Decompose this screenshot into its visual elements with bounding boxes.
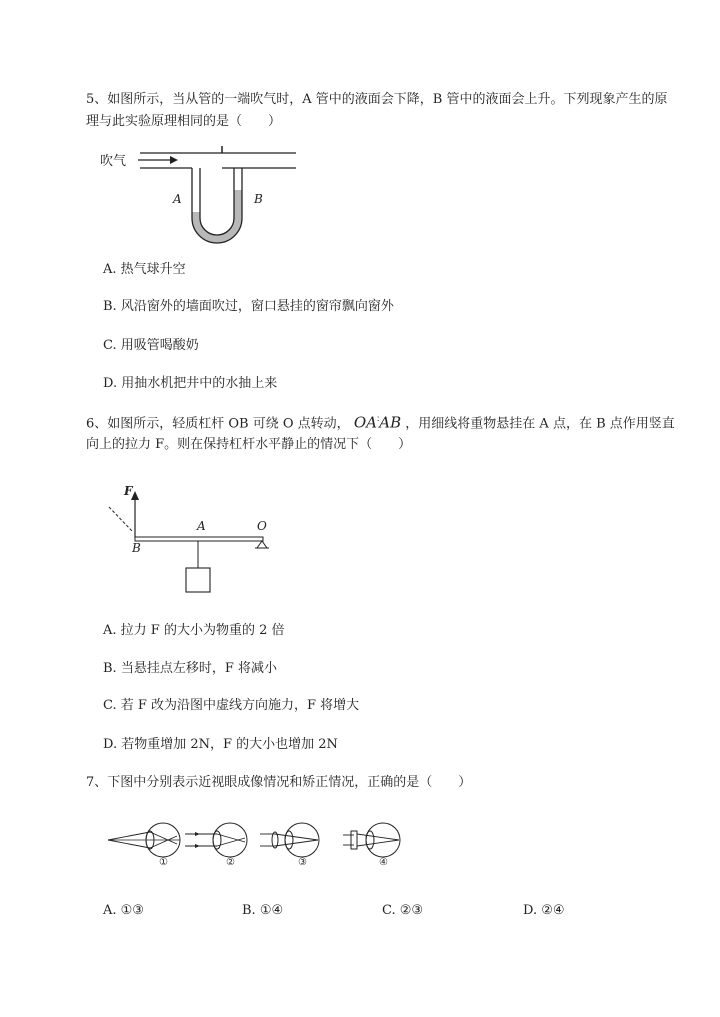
q5-stem-line2: 理与此实验原理相同的是（ ） (86, 114, 282, 129)
q7-eye-figures (105, 820, 425, 872)
eye-label-4: ④ (379, 857, 388, 868)
q6-stem-line1 (86, 410, 682, 434)
eye-label-3: ③ (298, 857, 307, 868)
u-tube-inner (200, 168, 234, 235)
eye-label-1: ① (159, 857, 168, 868)
pivot (257, 541, 267, 548)
q5-option-b: B. 风沿窗外的墙面吹过，窗口悬挂的窗帘飘向窗外 (103, 299, 394, 314)
eye-diagram-3 (260, 823, 319, 857)
q6-option-a: A. 拉力 F 的大小为物重的 2 倍 (103, 623, 285, 638)
label-b: B (254, 192, 263, 206)
label-b-lever: B (132, 541, 141, 555)
eye-label-2: ② (226, 857, 235, 868)
eye-diagram-1 (108, 823, 180, 857)
q7-stem-line1: 7、下图中分别表示近视眼成像情况和矫正情况，正确的是（ ） (86, 775, 472, 790)
q6-option-d: D. 若物重增加 2N，F 的大小也增加 2N (103, 737, 338, 752)
q5-option-c: C. 用吸管喝酸奶 (103, 338, 199, 353)
lever-bar (135, 537, 263, 541)
weight (186, 568, 210, 592)
eye-diagram-2 (185, 823, 247, 857)
blow-arrow-head (170, 156, 178, 164)
eye-diagram-4 (343, 823, 400, 857)
q7-option-b: B. ①④ (242, 903, 284, 918)
q6-lever-figure (100, 480, 280, 605)
label-o: O (257, 519, 267, 533)
q6-stem-prefix: 6、如图所示，轻质杠杆 OB 可绕 O 点转动， (86, 416, 350, 432)
q6-stem-suffix: ，用细线将重物悬挂在 A 点，在 B 点作用竖直 (405, 416, 675, 432)
label-f: F (124, 484, 133, 498)
blow-label: 吹气 (100, 154, 127, 169)
q5-option-a: A. 热气球升空 (103, 262, 186, 277)
formula-ab: AB (379, 413, 402, 432)
q7-option-d: D. ②④ (523, 903, 565, 918)
label-a: A (173, 192, 182, 206)
q5-tube-figure (96, 140, 306, 250)
q5-stem-line1: 5、如图所示，当从管的一端吹气时，A 管中的液面会下降，B 管中的液面会上升。下列现象产生的原 (86, 92, 668, 107)
q6-stem-line2: 向上的拉力 F。则在保持杠杆水平静止的情况下（ ） (86, 437, 412, 452)
q6-option-b: B. 当悬挂点左移时，F 将减小 (103, 661, 277, 676)
q7-option-a: A. ①③ (103, 903, 144, 918)
formula-oa: OA (353, 413, 377, 432)
label-a-lever: A (197, 519, 206, 533)
formula-ratio: ∶ (376, 415, 380, 425)
dashed-force-line (109, 507, 133, 532)
q5-option-d: D. 用抽水机把井中的水抽上来 (103, 376, 278, 391)
q7-option-c: C. ②③ (382, 903, 424, 918)
q6-option-c: C. 若 F 改为沿图中虚线方向施力，F 将增大 (103, 698, 360, 713)
